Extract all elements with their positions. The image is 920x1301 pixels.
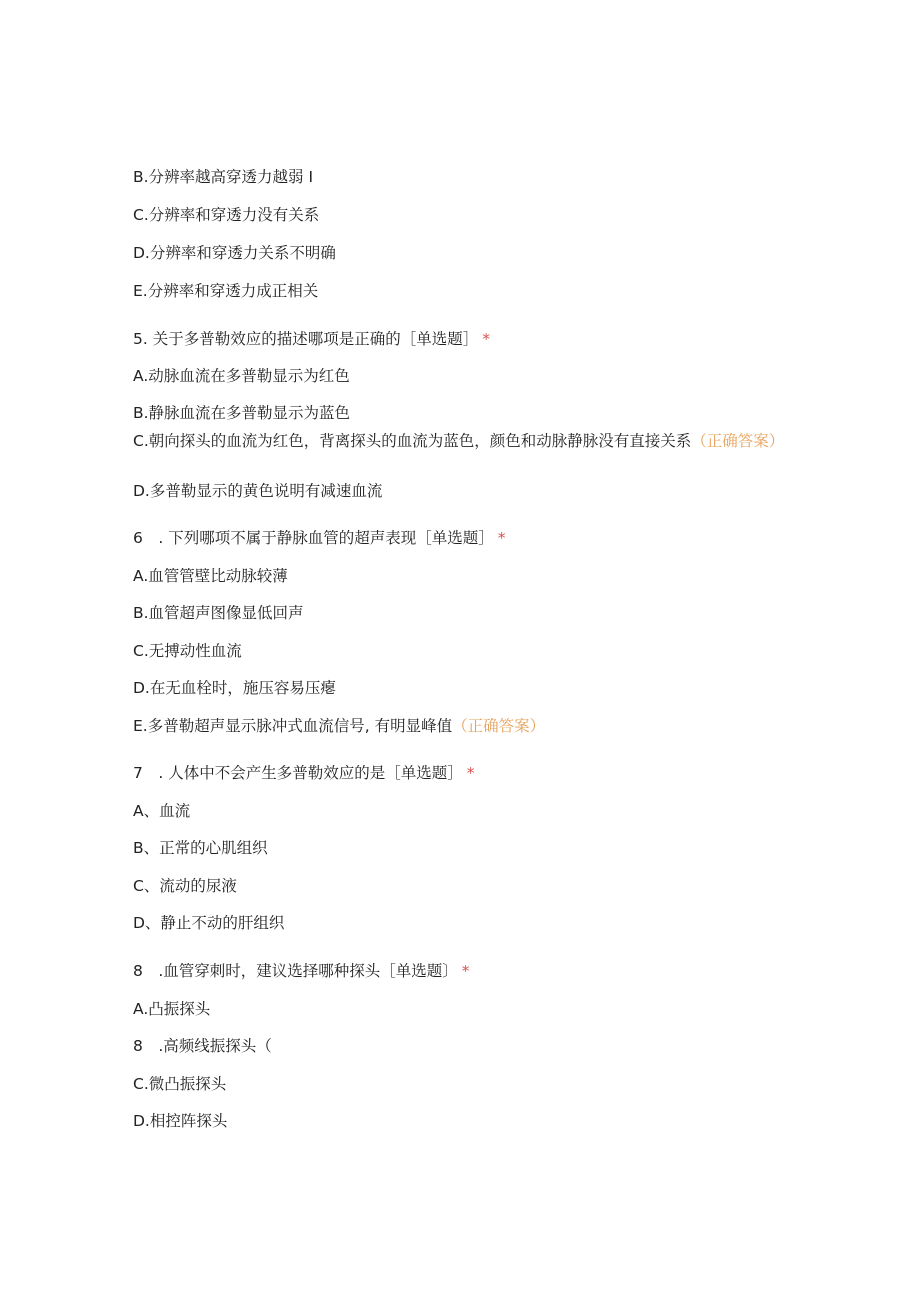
- option-text: C.朝向探头的血流为红色，背离探头的血流为蓝色，颜色和动脉静脉没有直接关系: [133, 432, 692, 450]
- question-text: 7 . 人体中不会产生多普勒效应的是［单选题］: [133, 764, 463, 782]
- q6-option-e: [133, 715, 793, 737]
- option-e-positive-correlation: [133, 280, 793, 302]
- question-text: 6 . 下列哪项不属于静脉血管的超声表现［单选题］: [133, 529, 494, 547]
- option-text: A.血管管壁比动脉较薄: [133, 567, 288, 585]
- option-b-resolution-weaker: [133, 166, 793, 188]
- option-text: C.无搏动性血流: [133, 642, 242, 660]
- option-text: E.多普勒超声显示脉冲式血流信号, 有明显峰值: [133, 717, 453, 735]
- option-text: B.静脉血流在多普勒显示为蓝色: [133, 404, 351, 422]
- option-text: B.血管超声图像显低回声: [133, 604, 304, 622]
- q6-option-c: [133, 640, 793, 662]
- option-text: D.分辨率和穿透力关系不明确: [133, 244, 336, 262]
- option-d-unclear: [133, 242, 793, 264]
- option-c-no-relation: [133, 204, 793, 226]
- required-star: *: [466, 764, 475, 782]
- q7-option-c: [133, 875, 793, 897]
- q8-option-a: [133, 998, 793, 1020]
- option-text: D.相控阵探头: [133, 1112, 228, 1130]
- q8-option-c: [133, 1073, 793, 1095]
- q8-option-d: [133, 1110, 793, 1132]
- option-text: B、正常的心肌组织: [133, 839, 268, 857]
- option-text: D.多普勒显示的黄色说明有减速血流: [133, 482, 383, 500]
- question-5-title: [133, 328, 793, 350]
- q7-option-d: [133, 912, 793, 934]
- question-8-title: [133, 960, 793, 982]
- q5-option-c: [133, 431, 793, 452]
- q5-option-a: [133, 365, 793, 387]
- q6-option-b: [133, 602, 793, 624]
- question-6-title: [133, 527, 793, 549]
- q6-option-d: [133, 677, 793, 699]
- option-text: C、流动的尿液: [133, 877, 237, 895]
- option-text: 8 .高频线振探头（: [133, 1037, 272, 1055]
- q5-option-b: [133, 402, 793, 424]
- q8-option-b: [133, 1035, 793, 1057]
- option-text: D.在无血栓时，施压容易压瘪: [133, 679, 336, 697]
- q5-option-d: [133, 480, 793, 502]
- required-star: *: [461, 962, 470, 980]
- option-text: A、血流: [133, 802, 191, 820]
- q7-option-b: [133, 837, 793, 859]
- correct-answer-tag: （正确答案）: [691, 432, 785, 450]
- correct-answer-tag: （正确答案）: [452, 717, 546, 735]
- option-text: B.分辨率越高穿透力越弱 I: [133, 168, 314, 186]
- required-star: *: [497, 529, 506, 547]
- option-text: C.微凸振探头: [133, 1075, 227, 1093]
- option-text: A.动脉血流在多普勒显示为红色: [133, 367, 350, 385]
- question-7-title: [133, 762, 793, 784]
- question-text: 8 .血管穿刺时，建议选择哪种探头［单选题〕: [133, 962, 458, 980]
- question-text: 5. 关于多普勒效应的描述哪项是正确的［单选题］: [133, 330, 479, 348]
- option-text: A.凸振探头: [133, 1000, 211, 1018]
- required-star: *: [482, 330, 490, 348]
- option-text: C.分辨率和穿透力没有关系: [133, 206, 320, 224]
- option-text: E.分辨率和穿透力成正相关: [133, 282, 319, 300]
- option-text: D、静止不动的肝组织: [133, 914, 285, 932]
- q6-option-a: [133, 565, 793, 587]
- q7-option-a: [133, 800, 793, 822]
